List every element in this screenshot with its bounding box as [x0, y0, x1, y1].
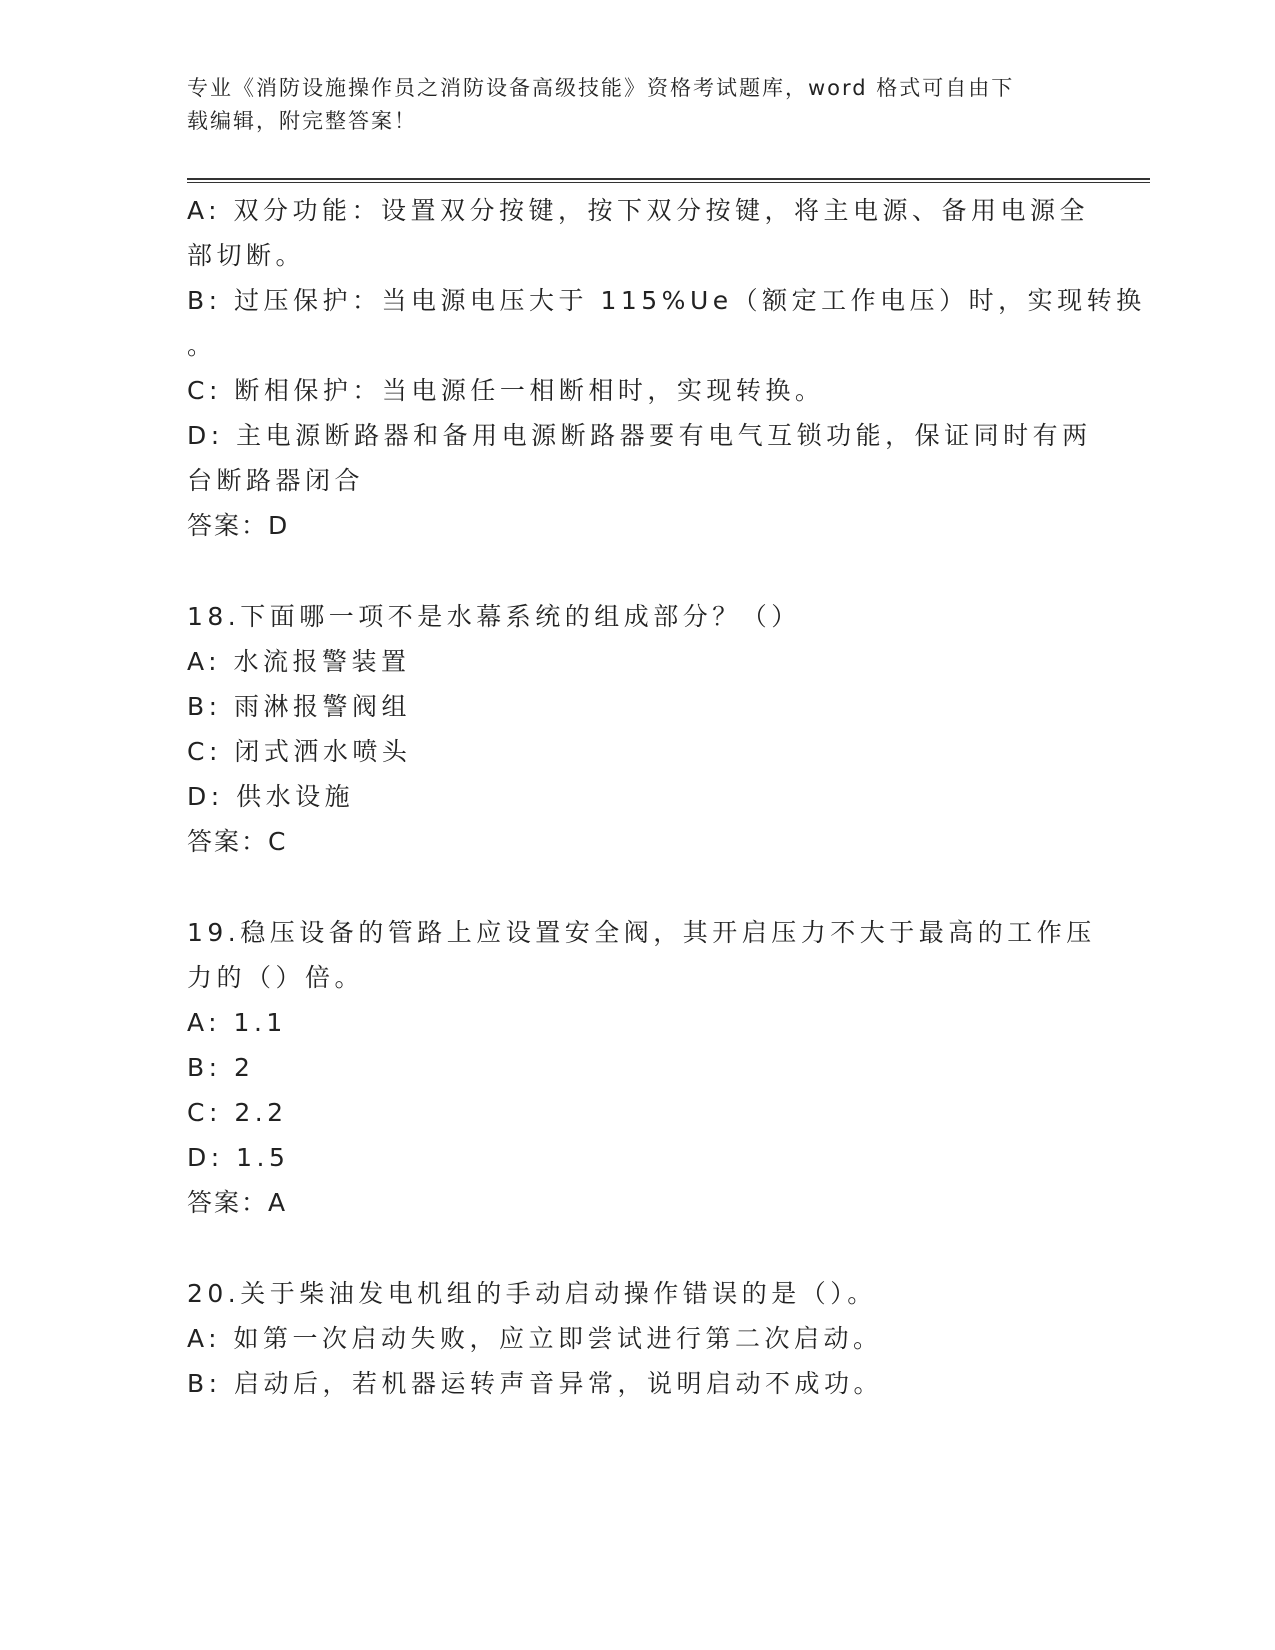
option-a: A: 1.1	[187, 1008, 287, 1037]
option-b: B: 启动后，若机器运转声音异常，说明启动不成功。	[187, 1369, 884, 1398]
option-b-line-1: B: 过压保护：当电源电压大于 115%Ue（额定工作电压）时，实现转换	[187, 286, 1146, 315]
option-a: A: 如第一次启动失败，应立即尝试进行第二次启动。	[187, 1324, 883, 1353]
option-c: C: 闭式洒水喷头	[187, 737, 412, 766]
question-19	[187, 910, 1096, 1225]
option-d-line-1: D: 主电源断路器和备用电源断路器要有电气互锁功能，保证同时有两	[187, 421, 1092, 450]
option-a: A: 水流报警装置	[187, 647, 411, 676]
option-b: B: 雨淋报警阀组	[187, 692, 412, 721]
question-text: 20.关于柴油发电机组的手动启动操作错误的是（）。	[187, 1279, 877, 1308]
question-content	[187, 188, 1146, 1406]
option-c: C: 2.2	[187, 1098, 288, 1127]
question-text: 18.下面哪一项不是水幕系统的组成部分？（）	[187, 602, 801, 631]
document-header	[187, 72, 1067, 138]
header-divider-thick	[187, 178, 1150, 180]
header-divider-thin	[187, 182, 1150, 183]
option-b: B: 2	[187, 1053, 255, 1082]
question-17	[187, 188, 1146, 548]
header-line-2: 载编辑，附完整答案！	[187, 109, 417, 133]
question-text-line-1: 19.稳压设备的管路上应设置安全阀，其开启压力不大于最高的工作压	[187, 918, 1096, 947]
answer: 答案：C	[187, 827, 288, 856]
option-a-line-1: A: 双分功能：设置双分按键，按下双分按键，将主电源、备用电源全	[187, 196, 1090, 225]
option-d: D: 供水设施	[187, 782, 355, 811]
question-18	[187, 594, 1087, 864]
option-d: D: 1.5	[187, 1143, 290, 1172]
option-b-line-2: 。	[187, 331, 217, 360]
option-d-line-2: 台断路器闭合	[187, 466, 365, 495]
answer: 答案：A	[187, 1188, 288, 1217]
option-c: C: 断相保护：当电源任一相断相时，实现转换。	[187, 376, 825, 405]
header-line-1: 专业《消防设施操作员之消防设备高级技能》资格考试题库，word 格式可自由下	[187, 76, 1015, 100]
question-text-line-2: 力的（）倍。	[187, 963, 365, 992]
question-20	[187, 1271, 1087, 1406]
option-a-line-2: 部切断。	[187, 241, 306, 270]
answer: 答案：D	[187, 511, 290, 540]
